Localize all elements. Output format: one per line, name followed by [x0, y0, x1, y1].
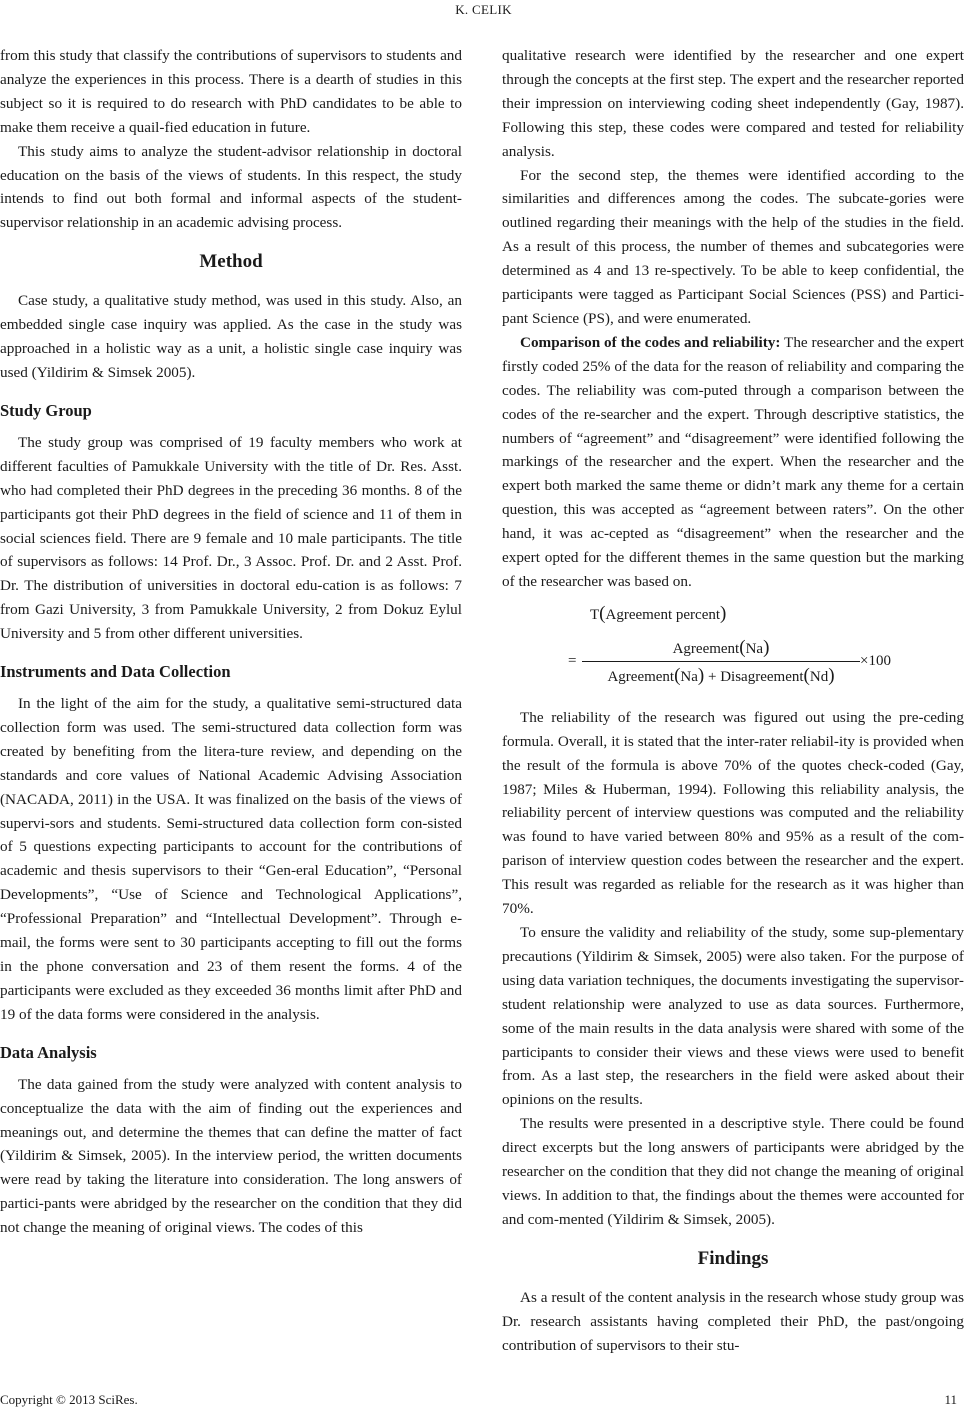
results-style-paragraph: The results were presented in a descriptive style. There could be found direct excerpts but the long answers of participants were abridged by the researcher on the condition that they did not change the meaning of original views. In addition to that, the findings about the themes were accounted for and com-mented (Yildirim & Simsek, 2005).: [502, 1115, 964, 1228]
right-column: [502, 44, 964, 1358]
formula-equals: =: [568, 652, 577, 669]
data-analysis-paragraph: The data gained from the study were analyzed with content analysis to conceptualize the data with the aim of finding out the experiences and meanings out, and determine the themes that can define the matter of fact (Yildirim & Simsek, 2005). In the interview period, the written documents were read by taking the literature into consideration. The long answers of partici-pants were abridged by the researcher on the condition that they did not change the meaning of original views. The codes of this: [0, 1075, 462, 1237]
formula-lhs: T(Agreement percent): [590, 602, 727, 624]
instruments-heading: Instruments and Data Collection: [0, 662, 231, 682]
page-number: 11: [944, 1392, 957, 1407]
second-step-paragraph: For the second step, the themes were identified according to the similarities and differences among the codes. The subcate-gories were outlined regarding their meanings with the help of the studies in the field. As a result of this process, the number of themes and subcategories were determined as 4 and 13 re-spectively. To be able to keep confidential, the participants were tagged as Participant Social Sciences (PSS) and Partici-pant Science (PS), and were enumerated.: [502, 166, 964, 327]
findings-heading: Findings: [697, 1247, 769, 1269]
aim-paragraph: This study aims to analyze the student-advisor relationship in doctoral education on the basis of the views of students. In this respect, the study intends to find out both formal and informal aspects of the student-supervisor relationship in an academic advising process.: [0, 142, 462, 232]
study-group-heading: Study Group: [0, 400, 92, 420]
formula-times-100: ×100: [860, 652, 891, 669]
formula-fraction-bar: [582, 661, 860, 662]
method-heading: Method: [199, 251, 263, 273]
reliability-paragraph: The reliability of the research was figured out using the pre-ceding formula. Overall, it is stated that the inter-rater reliabil-ity is provided when the result of the formula is above 70% of the quotes check-coded (Gay, 1987; Miles & Huberman, 1994). Following this reliability analysis, the reliability percent of interview questions was computed and the reliability was found to have varied between 80% and 95% as a result of the com-parison of interview question codes between the researcher and the expert. This result was regarded as reliable for the research as it was higher than 70%.: [502, 708, 964, 918]
formula-numerator: Agreement(Na): [672, 636, 770, 658]
copyright-footer: Copyright © 2013 SciRes.: [0, 1392, 138, 1407]
comparison-paragraph: [502, 331, 964, 594]
study-group-paragraph: The study group was comprised of 19 faculty members who work at different faculties of Pamukkale University with the title of Dr. Res. Asst. who had completed their PhD degrees in the preceding 36 months. 8 of the participants got their PhD degrees in the field of science and 11 of them in social sciences field. There are 9 female and 10 male participants. The title of supervisors as follows: 14 Prof. Dr., 3 Assoc. Prof. Dr. and 2 Asst. Prof. Dr. The distribution of universities in doctoral edu-cation is as follows: 7 from Gazi University, 3 from Pamukkale University, 2 from Dokuz Eylul University and 5 from other different universities.: [0, 433, 462, 643]
method-paragraph: Case study, a qualitative study method, was used in this study. Also, an embedded single case inquiry was applied. As the case in the study was approached in a holistic way as a unit, a holistic single case inquiry was used (Yildirim & Simsek 2005).: [0, 292, 462, 381]
findings-paragraph: As a result of the content analysis in the research whose study group was Dr. research assistants having completed their PhD, the past/ongoing contribution of supervisors to their stu-: [502, 1288, 964, 1354]
formula-denominator: Agreement(Na) + Disagreement(Nd): [607, 664, 835, 686]
instruments-paragraph: In the light of the aim for the study, a qualitative semi-structured data collection form was used. The semi-structured data collection form was created by benefiting from the litera-ture review, and depending on the standards and core values of National Academic Advising Association (NACADA, 2011) in the USA. It was finalized on the basis of the views of supervi-sors and students. Semi-structured data collection form con-sisted of 5 questions expecting participants to account for the contributions of academic and thesis supervisors to their “Gen-eral Education”, “Personal Developments”, “Use of Science and Technological Applications”, “Professional Preparation” and “Intellectual Development”. Through e-mail, the forms were sent to 30 participants accepting to fill out the forms in the phone conversation and 23 of them resent the forms. 4 of the participants were excluded as they exceeded 36 months limit after PhD and 19 of the data forms were considered in the analysis.: [0, 695, 462, 1023]
data-analysis-heading: Data Analysis: [0, 1042, 97, 1062]
running-head: K. CELIK: [455, 2, 512, 17]
agreement-percent-formula: [502, 604, 964, 692]
validity-paragraph: To ensure the validity and reliability of the study, some sup-plementary precautions (Yildirim & Simsek, 2005) were also taken. For the purpose of using data variation techniques, the documents investigating the supervisor-student relationship were analyzed to use as data sources. Furthermore, some of the main results in the data analysis were shared with some of the participants to consider their views and these views were used to benefit from. As a last step, the researchers in the field were asked about their opinions on the results.: [502, 924, 964, 1109]
codes-continuation-paragraph: qualitative research were identified by the researcher and one expert through the concepts at the first step. The expert and the researcher reported their impression on interviewing coding sheet independently (Gay, 1987). Following this step, these codes were compared and tested for reliability analysis.: [502, 47, 964, 160]
comparison-runin-heading: Comparison of the codes and reliability:: [520, 333, 781, 351]
comparison-text: The researcher and the expert firstly coded 25% of the data for the reason of reliability and comparing the codes. The reliability was com-puted through a comparison between the codes of the re-searcher and the expert. Through descriptive statistics, the numbers of “agreement” and “disagreement” were identified following the markings of the researcher and the expert. When the researcher and the expert both marked the same theme or didn’t mark any theme for a certain question, this was accepted as “agreement between raters”. On the other hand, it was ac-cepted as “disagreement” when the researcher and the expert opted for the different themes in the same question but the marking of the researcher was based on.: [502, 333, 964, 590]
intro-continuation-paragraph: from this study that classify the contributions of supervisors to students and analyze the experiences in this process. There is a dearth of studies in this subject so it is required to do research with PhD candidates to be able to make them receive a quail-fied education in future.: [0, 47, 462, 136]
left-column: [0, 44, 462, 1240]
